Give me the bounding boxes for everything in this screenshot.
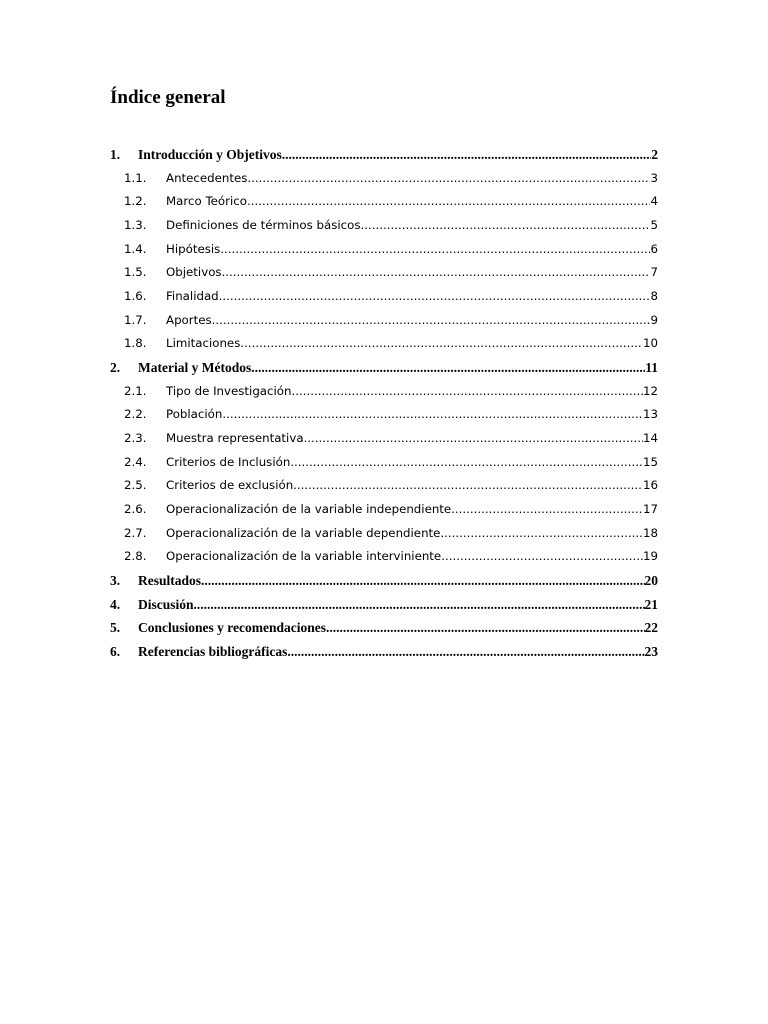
toc-dot-leader	[220, 238, 650, 262]
toc-entry-label: Finalidad	[166, 288, 219, 303]
toc-entry-label: Conclusiones y recomendaciones	[138, 620, 326, 635]
toc-section-entry[interactable]	[110, 522, 658, 546]
toc-section-entry[interactable]	[110, 474, 658, 498]
toc-entry-label: Operacionalización de la variable dependiente	[166, 525, 441, 540]
toc-entry-page-number: 4	[650, 194, 658, 209]
toc-dot-leader	[247, 167, 650, 191]
toc-dot-leader	[251, 356, 645, 380]
toc-dot-leader	[290, 451, 643, 475]
toc-entry-label: Operacionalización de la variable independiente	[166, 501, 452, 516]
toc-dot-leader	[219, 285, 651, 309]
toc-section-entry[interactable]	[110, 403, 658, 427]
toc-section-entry[interactable]	[110, 427, 658, 451]
toc-entry-page-number: 10	[642, 336, 658, 351]
toc-dot-leader	[361, 214, 651, 238]
toc-entry-page-number: 23	[644, 643, 658, 659]
toc-entry-number: 2.4.	[124, 454, 147, 469]
toc-section-entry[interactable]	[110, 214, 658, 238]
toc-chapter-entry[interactable]	[110, 143, 658, 167]
table-of-contents	[110, 143, 658, 663]
toc-entry-label: Aportes	[166, 312, 212, 327]
toc-entry-number: 1.5.	[124, 265, 147, 280]
toc-entry-page-number: 21	[644, 596, 658, 612]
toc-entry-number: 5.	[110, 620, 121, 635]
toc-entry-page-number: 16	[642, 478, 658, 493]
toc-entry-number: 2.8.	[124, 549, 147, 564]
toc-entry-page-number: 2	[651, 147, 658, 162]
toc-entry-page-number: 17	[642, 501, 658, 516]
toc-entry-page-number: 19	[642, 549, 658, 564]
toc-entry-number: 1.4.	[124, 241, 147, 256]
toc-section-entry[interactable]	[110, 285, 658, 309]
toc-entry-number: 4.	[110, 596, 121, 612]
toc-entry-number: 2.1.	[124, 383, 147, 398]
toc-section-entry[interactable]	[110, 545, 658, 569]
toc-entry-label: Hipótesis	[166, 241, 221, 256]
toc-dot-leader	[293, 474, 643, 498]
toc-dot-leader	[194, 593, 645, 617]
toc-entry-number: 1.2.	[124, 194, 147, 209]
toc-entry-page-number: 20	[644, 573, 658, 588]
toc-entry-page-number: 6	[650, 241, 658, 256]
toc-chapter-entry[interactable]	[110, 593, 658, 617]
toc-entry-number: 1.3.	[124, 217, 147, 232]
toc-entry-label: Material y Métodos	[138, 360, 252, 375]
toc-dot-leader	[212, 309, 651, 333]
toc-entry-number: 1.	[110, 147, 121, 162]
toc-dot-leader	[441, 545, 643, 569]
toc-section-entry[interactable]	[110, 498, 658, 522]
toc-chapter-entry[interactable]	[110, 640, 658, 664]
toc-section-entry[interactable]	[110, 261, 658, 285]
toc-entry-page-number: 11	[645, 360, 658, 375]
toc-dot-leader	[222, 261, 651, 285]
toc-dot-leader	[304, 427, 643, 451]
toc-entry-number: 1.7.	[124, 312, 147, 327]
toc-chapter-entry[interactable]	[110, 569, 658, 593]
toc-entry-label: Discusión	[138, 596, 194, 612]
toc-dot-leader	[326, 616, 645, 640]
toc-entry-label: Resultados	[138, 573, 202, 588]
toc-section-entry[interactable]	[110, 167, 658, 191]
toc-section-entry[interactable]	[110, 190, 658, 214]
toc-entry-number: 3.	[110, 573, 121, 588]
toc-dot-leader	[240, 332, 643, 356]
toc-dot-leader	[222, 403, 643, 427]
toc-entry-page-number: 18	[642, 525, 658, 540]
toc-entry-label: Definiciones de términos básicos	[166, 217, 361, 232]
toc-entry-page-number: 7	[650, 265, 658, 280]
toc-entry-page-number: 12	[642, 383, 658, 398]
toc-entry-number: 1.8.	[124, 336, 147, 351]
toc-entry-label: Muestra representativa	[166, 430, 304, 445]
toc-entry-page-number: 14	[642, 430, 658, 445]
toc-dot-leader	[451, 498, 643, 522]
toc-dot-leader	[440, 522, 643, 546]
toc-entry-number: 1.1.	[124, 170, 147, 185]
toc-entry-label: Marco Teórico	[166, 194, 247, 209]
toc-chapter-entry[interactable]	[110, 616, 658, 640]
toc-entry-label: Antecedentes	[166, 170, 248, 185]
toc-entry-number: 2.7.	[124, 525, 147, 540]
toc-entry-number: 2.5.	[124, 478, 147, 493]
toc-entry-label: Introducción y Objetivos	[138, 147, 282, 162]
page-title: Índice general	[110, 87, 226, 108]
toc-section-entry[interactable]	[110, 332, 658, 356]
toc-entry-page-number: 3	[650, 170, 658, 185]
toc-entry-page-number: 15	[642, 454, 658, 469]
toc-dot-leader	[201, 569, 644, 593]
toc-entry-label: Población	[166, 407, 223, 422]
toc-entry-label: Criterios de Inclusión	[166, 454, 291, 469]
toc-entry-page-number: 9	[650, 312, 658, 327]
toc-chapter-entry[interactable]	[110, 356, 658, 380]
toc-entry-page-number: 5	[650, 217, 658, 232]
toc-entry-label: Operacionalización de la variable interviniente	[166, 549, 442, 564]
toc-dot-leader	[292, 380, 643, 404]
toc-entry-label: Limitaciones	[166, 336, 241, 351]
toc-section-entry[interactable]	[110, 451, 658, 475]
toc-dot-leader	[247, 190, 651, 214]
toc-entry-number: 6.	[110, 643, 121, 659]
document-page	[110, 86, 658, 659]
toc-entry-page-number: 22	[644, 620, 658, 635]
toc-dot-leader	[287, 640, 644, 664]
toc-entry-number: 2.3.	[124, 430, 147, 445]
toc-section-entry[interactable]	[110, 380, 658, 404]
toc-entry-label: Objetivos	[166, 265, 222, 280]
toc-entry-page-number: 13	[642, 407, 658, 422]
toc-section-entry[interactable]	[110, 238, 658, 262]
toc-entry-number: 1.6.	[124, 288, 147, 303]
toc-entry-number: 2.6.	[124, 501, 147, 516]
toc-section-entry[interactable]	[110, 309, 658, 333]
toc-entry-label: Tipo de Investigación	[166, 383, 292, 398]
toc-entry-number: 2.2.	[124, 407, 147, 422]
toc-entry-label: Criterios de exclusión	[166, 478, 294, 493]
toc-entry-page-number: 8	[650, 288, 658, 303]
toc-dot-leader	[282, 143, 651, 167]
toc-entry-number: 2.	[110, 360, 121, 375]
toc-entry-label: Referencias bibliográficas	[138, 643, 288, 659]
